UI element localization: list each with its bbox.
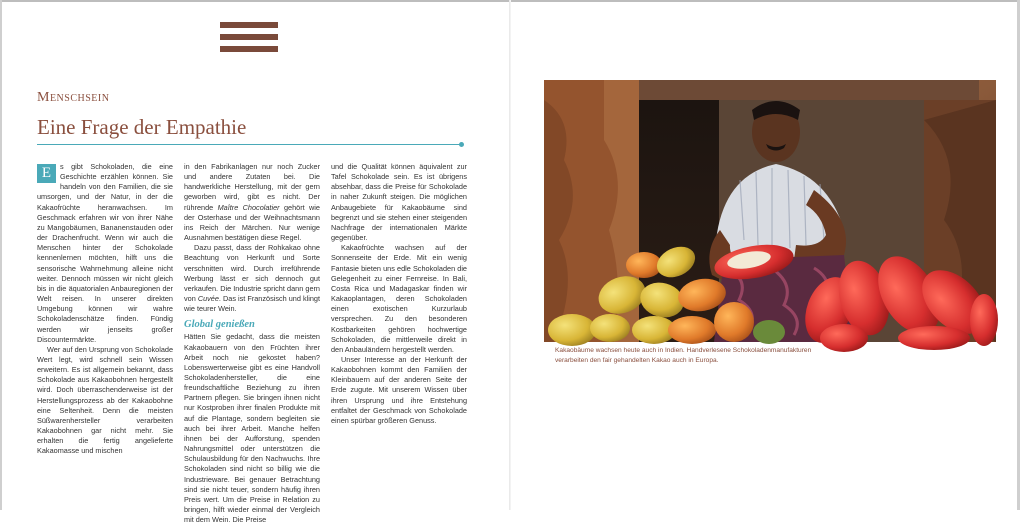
cocoa-farmer-photo [544,80,996,342]
paragraph [37,162,173,345]
paragraph-text: . Das ist Französisch und klingt wie teurer Wein. [184,294,321,314]
headline-rule [37,144,461,145]
paragraph: Hätten Sie gedacht, dass die meisten Kakaobauern von den Früchten ihrer Arbeit noch nie gekostet haben? Lobenswerterweise gibt es eine Handvoll Schokoladenhersteller, die eine freundschaftliche Beziehung zu ihren Partnern pflegen. Sie bringen ihnen nicht nur Kostproben ihrer finalen Produkte mit auf die Plantage, sondern begleiten sie auch bei ihrer Arbeit. Manche helfen ihnen bei der Aufforstung, spenden Nahrungsmittel oder unterstützen die Schulausbildung für den Nachwuchs. Ihre Schokoladen sind nicht so billig wie die Industrieware. Bei genauer Betrachtung sind sie nicht teuer, sondern häufig ihren Preis wert. Um die Preise in Relation zu bringen, hilft wieder einmal der Vergleich mit dem Wein. Die Preise [184,332,320,525]
paragraph-text: in den Fabrikanlagen nur noch Zucker und andere Zutaten bei. Die handwerkliche Herstellung, mit der gern geworben wird, gibt es nicht. Der rührende [184,162,320,212]
text-column-2 [184,162,320,525]
paragraph: und die Qualität können äquivalent zur Tafel Schokolade sein. Es ist übrigens absehbar, dass die Preise für Schokolade in naher Zukunft steigen. Die möglichen Anbaugebiete für Kakaobäume sind begrenzt und sie stehen einer steigenden Nachfrage der internationalen Märkte gegenüber. [331,162,467,243]
section-kicker: Menschsein [37,90,110,105]
paragraph: Wer auf den Ursprung von Schokolade Wert legt, wird schnell sein Wissen erweitern. Es ist allgemein bekannt, dass Schokolade aus Kakaobohnen hergestellt wird. Doch überraschenderweise ist der Herstellungsprozess ab der Kakaobohne eine Seltenheit. Denn die meisten Süßwarenhersteller verarbeiten Kakaobohnen gar nicht mehr. Sie erhalten die fertig angelieferte Kakaomasse und mischen [37,344,173,456]
paragraph [184,243,320,314]
text-column-3 [331,162,467,426]
page-edge-left [0,0,2,510]
paragraph-text: gehört wie der Osterhase und der Weihnachtsmann ins Reich der Märchen. Nur wenige Ausnahmen bestätigen diese Regel. [184,202,320,243]
drop-cap: E [37,164,56,183]
caption-line: verarbeiten den fair gehandelten Kakao auch in Europa. [555,356,719,364]
italic-term: Cuvée [197,294,219,304]
text-column-1 [37,162,173,457]
paragraph: Unser Interesse an der Herkunft der Kakaobohnen kommt den Familien der Kleinbauern auf der anderen Seite der Erde zugute. Mit unserem Wissen über ihren Ursprung und ihre Entstehung entfaltet der Geschmack von Schokolade einen spürbar größeren Genuss. [331,354,467,425]
photo-illustration [544,80,996,342]
photo-caption [555,346,985,365]
headline-rule-dot [459,142,464,147]
italic-term: Maître Chocolatier [217,202,280,212]
caption-line: Kakaobäume wachsen heute auch in Indien. Handverlesene Schokoladenmanufakturen [555,347,812,354]
page-gutter [509,0,511,510]
paragraph: Kakaofrüchte wachsen auf der Sonnenseite der Erde. Mit ein wenig Fantasie bieten uns edle Schokoladen die Gelegenheit zu einer Fernreise. In Bali, Costa Rica und Madagaskar finden wir Kakaoplantagen, deren Schokoladen einen exotischen Kurzurlaub versprechen. Zu den besonderen Kostbarkeiten gehören hochwertige Schokoladen, die mittlerweile direkt in den Anbauländern hergestellt werden. [331,243,467,354]
paragraph-text: s gibt Schokoladen, die eine Geschichte erzählen können. Sie handeln von den Familien, die sie umsorgen, und der Natur, in der die Kakaofrüchte heranwachsen. Im Geschmack erfahren wir von ihrer Nähe zu Mangobäumen, Bananenstauden oder der Drachenfrucht. Wenn wir auch die Menschen hinter der Schokolade kennenlernen möchten, hilft uns die sensorische Wahrnehmung alleine nicht weiter. Dennoch müssen wir nicht gleich bis in die äquatorialen Anbauregionen der Welt reisen. In unserer direkten Umgebung können wir wahre Schokoladenschätze finden. Fündig werden wir jenseits großer Discountermärkte. [37,162,173,344]
subheading: Global genießen [184,319,255,331]
paragraph-text: Dazu passt, dass der Rohkakao ohne Beachtung von Herkunft und Sorte verschnitten wird. Durch irreführende Werbung lässt er sich dennoch gut verkaufen. Die Industrie spricht dann gern von [184,243,320,304]
article-headline: Eine Frage der Empathie [37,115,247,139]
stacked-bars-logo-icon [220,22,278,56]
paragraph [184,162,320,243]
